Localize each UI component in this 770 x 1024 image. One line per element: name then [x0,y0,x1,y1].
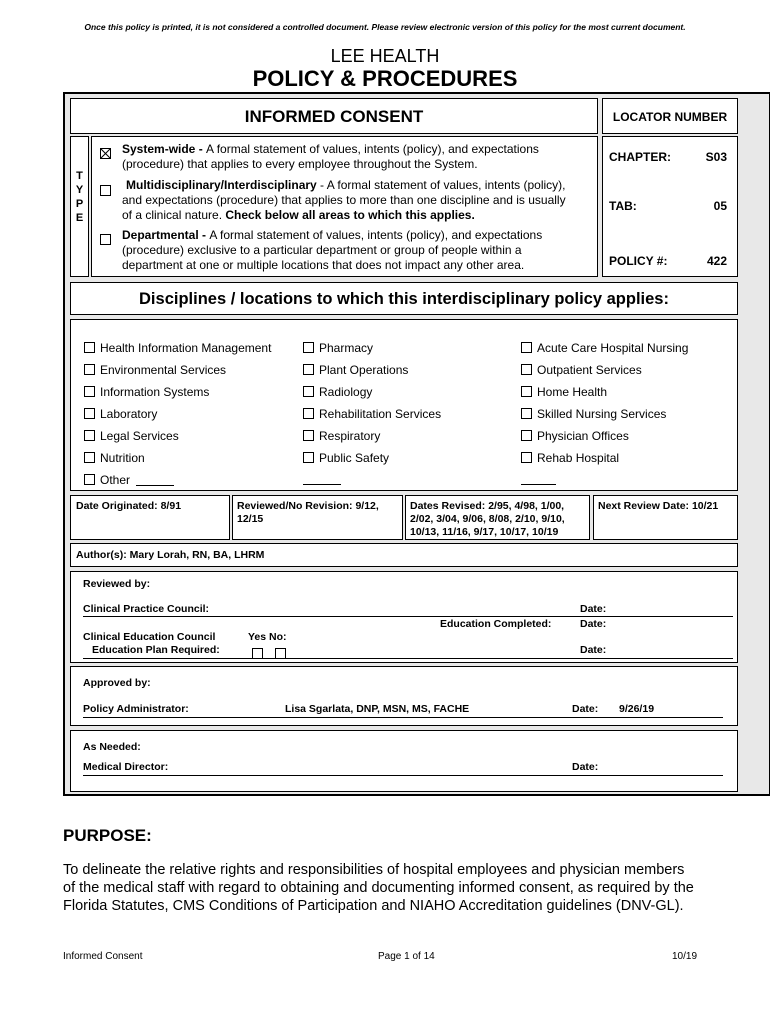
discipline-option[interactable] [84,407,157,421]
discipline-checkbox[interactable] [84,452,95,463]
discipline-checkbox[interactable] [521,364,532,375]
policy-number-label: POLICY #: [609,254,668,268]
dates-revised: 10/13, 11/16, 9/17, 10/17, 10/19 [410,526,559,538]
signature-line[interactable] [83,717,723,718]
signature-line[interactable] [83,658,733,659]
dates-revised: Dates Revised: 2/95, 4/98, 1/00, [410,500,565,512]
system-wide-checkbox[interactable] [100,148,111,159]
type-label: Departmental - [122,228,210,242]
education-date-label: Date: [580,618,607,630]
locator-box [602,136,738,277]
discipline-checkbox[interactable] [303,364,314,375]
signature-line[interactable] [83,775,723,776]
type-instruction: Check below all areas to which this applies. [225,208,475,222]
discipline-option[interactable] [303,407,441,421]
education-completed-label: Education Completed: [440,618,552,630]
disciplines-grid [70,319,738,491]
discipline-option[interactable] [84,429,179,443]
discipline-label: Respiratory [319,429,381,443]
approval-date: 9/26/19 [619,703,655,715]
discipline-checkbox[interactable] [303,342,314,353]
type-text: A formal statement of values, intents (policy), and expectations [206,142,539,156]
type-text: A formal statement of values, intents (policy), and expectations [209,228,543,242]
reviewed-dates: 12/15 [237,513,264,525]
discipline-label: Pharmacy [319,341,374,355]
policy-number-value: 422 [706,254,727,268]
discipline-option[interactable] [84,341,271,355]
discipline-label: Outpatient Services [537,363,642,377]
purpose-line: of the medical staff with regard to obtaining and documenting informed consent, as required by the [63,880,694,896]
discipline-checkbox[interactable] [303,452,314,463]
reviewed-by-label: Reviewed by: [83,578,151,590]
discipline-option[interactable] [303,341,373,355]
document-type-heading: POLICY & PROCEDURES [252,66,518,91]
discipline-checkbox[interactable] [521,342,532,353]
discipline-label: Rehabilitation Services [319,407,442,421]
clinical-education-council-label: Clinical Education Council [83,631,216,643]
discipline-checkbox[interactable] [84,386,95,397]
yes-no-label: Yes No: [248,631,287,643]
discipline-label: Other [100,473,131,487]
signature-line[interactable] [83,616,733,617]
discipline-label: Legal Services [100,429,179,443]
approved-by-label: Approved by: [83,677,151,689]
type-text: - A formal statement of values, intents (policy), [316,178,566,192]
type-letter: T [76,170,83,182]
discipline-option[interactable] [303,385,372,399]
discipline-option-other[interactable] [84,473,174,487]
type-multidisciplinary [122,178,566,223]
type-text: and expectations (procedure) that applies to more than one discipline and is usually [122,193,566,207]
type-letter: P [75,198,84,210]
ccc-date-label: Date: [580,603,607,615]
discipline-option[interactable] [521,451,619,465]
type-letter: E [75,212,84,224]
discipline-checkbox[interactable] [84,474,95,485]
disciplines-heading-box [70,282,738,315]
clinical-practice-council-label: Clinical Practice Council: [83,603,210,615]
organization-name: LEE HEALTH [330,46,440,66]
discipline-checkbox[interactable] [521,408,532,419]
type-system-wide [122,142,539,172]
type-text: department at one or multiple locations that does not impact any other area. [122,258,525,272]
approval-section [70,666,738,726]
discipline-label: Acute Care Hospital Nursing [537,341,689,355]
education-plan-required-label: Education Plan Required: [92,644,220,656]
type-text: (procedure) exclusive to a particular department or group of people within a [122,243,522,257]
type-text: of a clinical nature. [122,208,226,222]
discipline-label: Health Information Management [100,341,272,355]
discipline-option[interactable] [303,429,380,443]
tab-label: TAB: [609,199,637,213]
discipline-checkbox[interactable] [84,364,95,375]
controlled-document-notice: Once this policy is printed, it is not considered a controlled document. Please review electronic version of this policy for the most current document. [84,22,686,32]
approval-date-label: Date: [572,703,599,715]
dates-revised-box [405,495,590,540]
reviewed-dates: Reviewed/No Revision: 9/12, [237,500,379,512]
discipline-label: Skilled Nursing Services [537,407,667,421]
authors: Author(s): Mary Lorah, RN, BA, LHRM [76,549,265,561]
type-text: (procedure) that applies to every employee throughout the System. [122,157,478,171]
disciplines-heading: Disciplines / locations to which this interdisciplinary policy applies: [139,290,669,308]
discipline-checkbox[interactable] [521,386,532,397]
policy-administrator-name: Lisa Sgarlata, DNP, MSN, MS, FACHE [285,703,470,715]
policy-title: INFORMED CONSENT [244,107,424,126]
discipline-option[interactable] [521,363,642,377]
plan-date-label: Date: [580,644,607,656]
type-label: System-wide - [122,142,207,156]
discipline-option[interactable] [84,363,226,377]
next-review-box [593,495,738,540]
review-section [70,571,738,663]
other-blank-line[interactable] [136,485,174,486]
type-departmental [122,228,542,273]
discipline-label: Laboratory [100,407,158,421]
chapter-label: CHAPTER: [609,150,671,164]
discipline-option[interactable] [84,451,145,465]
blank-line [303,484,341,485]
type-label: Multidisciplinary/Interdisciplinary [126,178,317,192]
discipline-option[interactable] [521,341,688,355]
discipline-label: Public Safety [319,451,390,465]
policy-header-form [63,92,770,796]
blank-line [521,484,556,485]
discipline-option[interactable] [303,451,389,465]
date-originated: Date Originated: 8/91 [76,500,182,512]
discipline-label: Nutrition [100,451,145,465]
reviewed-box [232,495,403,540]
type-letter: Y [75,184,84,196]
policy-administrator-label: Policy Administrator: [83,703,189,715]
discipline-checkbox[interactable] [303,386,314,397]
chapter-value: S03 [705,150,727,164]
discipline-checkbox[interactable] [521,430,532,441]
discipline-checkbox[interactable] [303,408,314,419]
locator-number-box [602,98,738,134]
policy-type-box [91,136,598,277]
discipline-option[interactable] [521,407,666,421]
locator-number-label: LOCATOR NUMBER [612,110,728,124]
page-number: Page 1 of 14 [378,951,435,962]
discipline-checkbox[interactable] [84,430,95,441]
as-needed-section [70,730,738,792]
discipline-option[interactable] [84,385,209,399]
discipline-label: Information Systems [100,385,210,399]
medical-director-date-label: Date: [572,761,599,773]
type-column [70,136,89,277]
discipline-label: Plant Operations [319,363,409,377]
discipline-option[interactable] [521,385,607,399]
discipline-checkbox[interactable] [84,342,95,353]
date-originated-box [70,495,230,540]
purpose-line: To delineate the relative rights and responsibilities of hospital employees and physician members [63,862,685,878]
dates-revised: 2/02, 3/04, 9/06, 8/08, 2/10, 9/10, [410,513,565,525]
policy-title-box [70,98,598,134]
footer-title: Informed Consent [63,951,143,962]
discipline-option[interactable] [303,363,408,377]
discipline-checkbox[interactable] [303,430,314,441]
discipline-label: Physician Offices [537,429,629,443]
next-review-date: Next Review Date: 10/21 [598,500,719,512]
discipline-option[interactable] [521,429,629,443]
discipline-checkbox[interactable] [84,408,95,419]
discipline-label: Home Health [537,385,608,399]
discipline-checkbox[interactable] [521,452,532,463]
footer-date: 10/19 [672,951,698,962]
purpose-line: Florida Statutes, CMS Conditions of Participation and NIAHO Accreditation guidelines (DNV-GL). [63,898,684,914]
discipline-label: Environmental Services [100,363,227,377]
departmental-checkbox[interactable] [100,234,111,245]
medical-director-label: Medical Director: [83,761,169,773]
discipline-label: Radiology [319,385,373,399]
authors-box [70,543,738,567]
discipline-label: Rehab Hospital [537,451,620,465]
tab-value: 05 [713,199,727,213]
purpose-body [63,861,694,915]
as-needed-label: As Needed: [83,741,141,753]
multidisciplinary-checkbox[interactable] [100,185,111,196]
purpose-heading: PURPOSE: [63,826,152,845]
